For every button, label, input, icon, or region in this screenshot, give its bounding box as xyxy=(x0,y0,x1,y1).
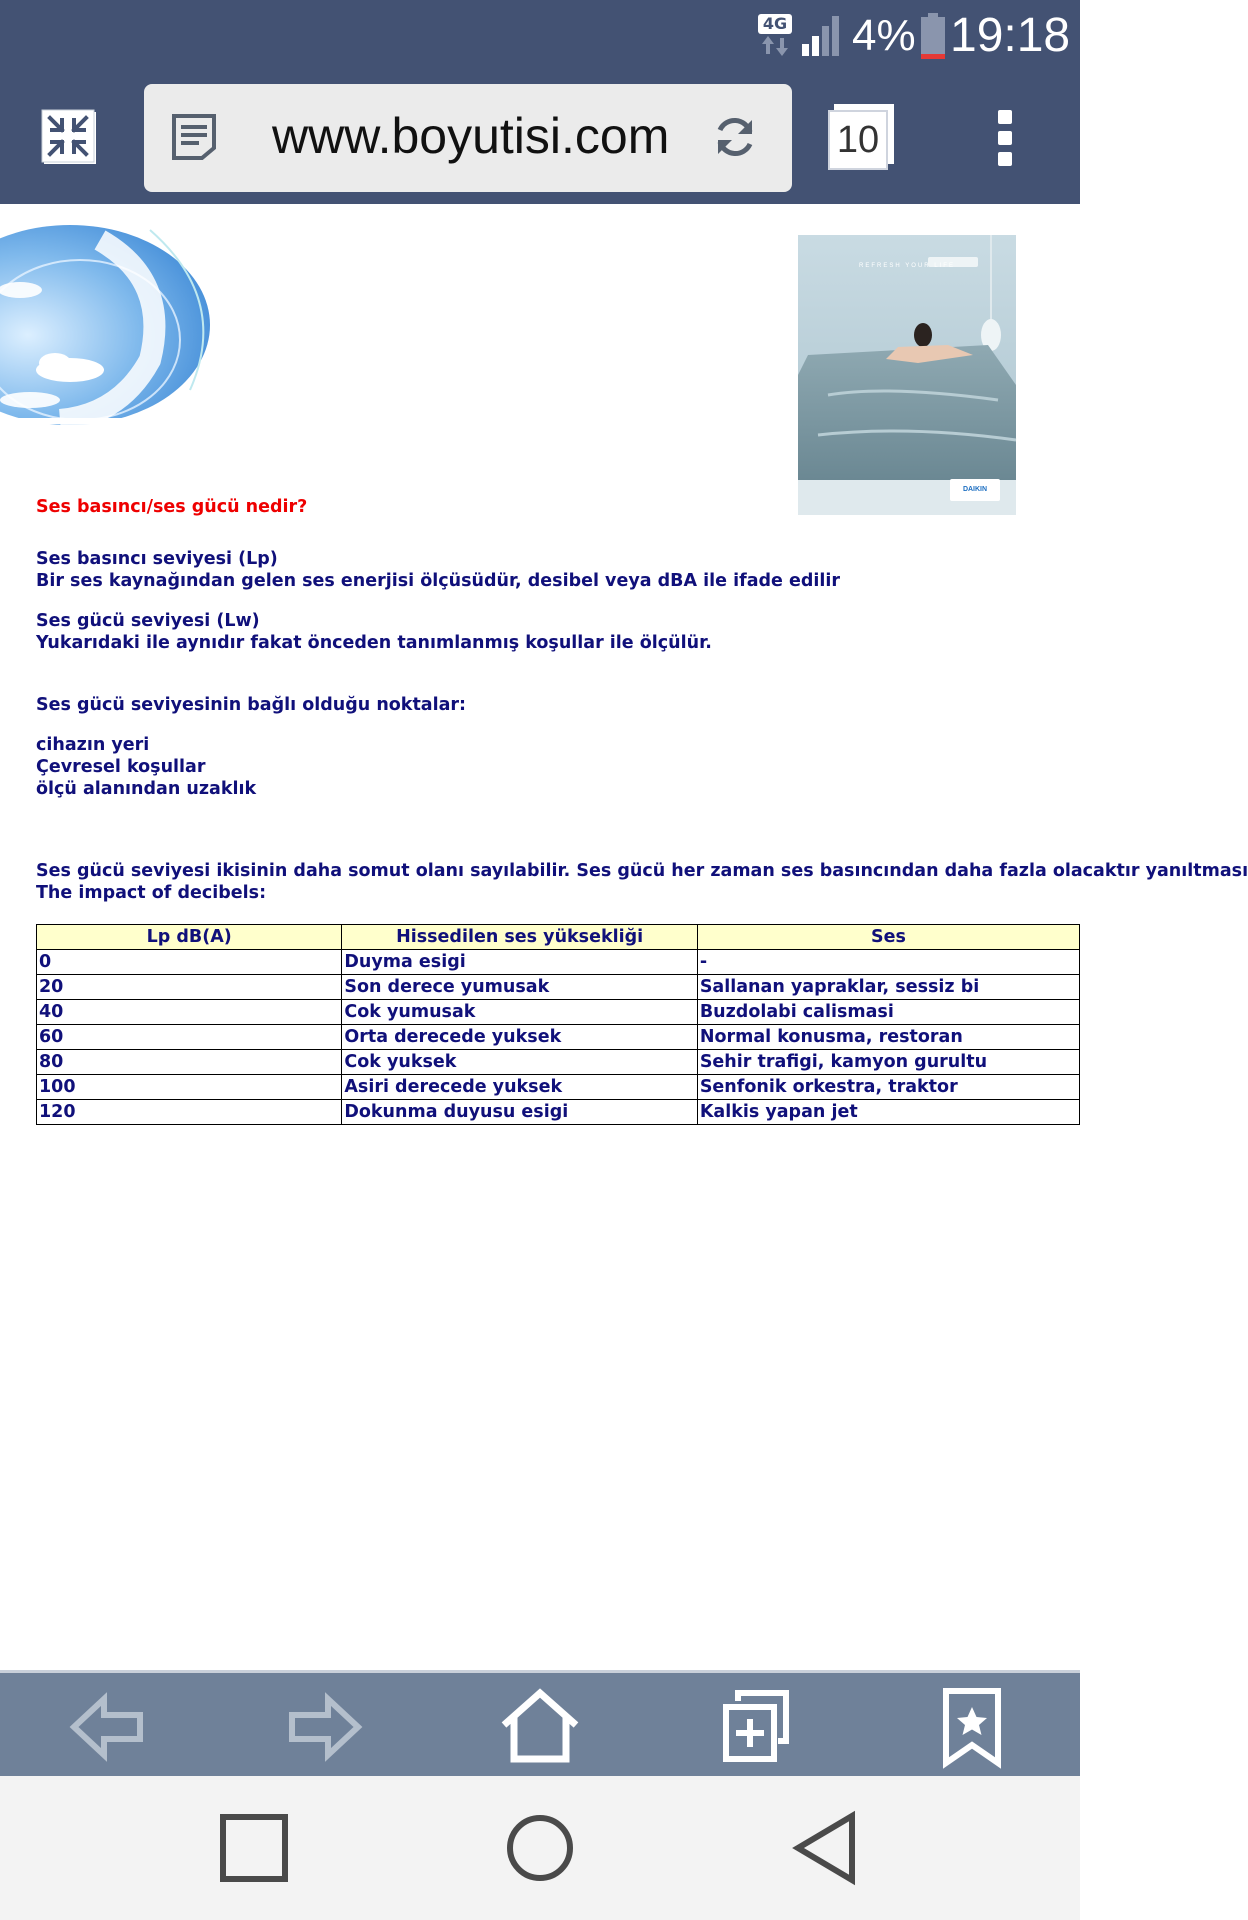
url-text[interactable]: www.boyutisi.com xyxy=(272,108,670,164)
decibel-table xyxy=(36,924,1080,1125)
summary-text: Ses gücü seviyesi ikisinin daha somut olanı sayılabilir. Ses gücü her zaman ses basıncından daha fazla olacaktır yanıltması xyxy=(36,861,1248,881)
table-cell: 80 xyxy=(37,1050,342,1075)
new-tab-icon[interactable] xyxy=(716,1687,796,1767)
table-cell: Sehir trafigi, kamyon gurultu xyxy=(697,1050,1079,1075)
recent-apps-icon[interactable] xyxy=(218,1812,290,1884)
reload-icon[interactable] xyxy=(712,114,758,160)
address-bar[interactable] xyxy=(144,84,792,192)
table-cell: Kalkis yapan jet xyxy=(697,1100,1079,1125)
home-circle-icon[interactable] xyxy=(504,1812,576,1884)
table-cell: Sallanan yapraklar, sessiz bi xyxy=(697,975,1079,1000)
table-row xyxy=(37,1000,1080,1025)
ad-image xyxy=(798,235,1016,515)
table-row xyxy=(37,975,1080,1000)
depends-item: Çevresel koşullar xyxy=(36,757,206,777)
forward-arrow-icon[interactable] xyxy=(284,1687,364,1767)
lp-description: Bir ses kaynağından gelen ses enerjisi ölçüsüdür, desibel veya dBA ile ifade edilir xyxy=(36,571,841,591)
table-cell: 60 xyxy=(37,1025,342,1050)
column-header: Ses xyxy=(697,925,1079,950)
signal-strength-icon xyxy=(800,14,846,58)
table-cell: Duyma esigi xyxy=(342,950,697,975)
lw-title: Ses gücü seviyesi (Lw) xyxy=(36,611,260,631)
network-indicator xyxy=(758,14,792,56)
table-cell: Orta derecede yuksek xyxy=(342,1025,697,1050)
ad-tagline: REFRESH YOUR LIFE xyxy=(859,263,955,269)
table-cell: 120 xyxy=(37,1100,342,1125)
table-cell: Dokunma duyusu esigi xyxy=(342,1100,697,1125)
table-row xyxy=(37,1025,1080,1050)
table-row xyxy=(37,1050,1080,1075)
table-cell: Normal konusma, restoran xyxy=(697,1025,1079,1050)
table-cell: Cok yuksek xyxy=(342,1050,697,1075)
table-cell: Buzdolabi calismasi xyxy=(697,1000,1079,1025)
battery-icon xyxy=(920,13,946,59)
table-row xyxy=(37,1075,1080,1100)
site-logo[interactable] xyxy=(0,220,220,424)
table-cell: Cok yumusak xyxy=(342,1000,697,1025)
back-triangle-icon[interactable] xyxy=(790,1812,862,1884)
article-heading: Ses basıncı/ses gücü nedir? xyxy=(36,497,308,517)
depends-item: ölçü alanından uzaklık xyxy=(36,779,257,799)
clock: 19:18 xyxy=(950,9,1071,62)
back-arrow-icon[interactable] xyxy=(68,1687,148,1767)
table-cell: - xyxy=(697,950,1079,975)
table-row xyxy=(37,950,1080,975)
ad-brand-logo: DAIKIN xyxy=(950,479,1000,501)
table-cell: 0 xyxy=(37,950,342,975)
tab-count: 10 xyxy=(828,110,888,170)
overflow-menu-icon[interactable] xyxy=(992,106,1022,170)
column-header: Hissedilen ses yüksekliği xyxy=(342,925,697,950)
system-navigation-bar xyxy=(0,1776,1080,1920)
impact-title: The impact of decibels: xyxy=(36,883,267,903)
table-header-row xyxy=(37,925,1080,950)
column-header: Lp dB(A) xyxy=(37,925,342,950)
table-cell: Son derece yumusak xyxy=(342,975,697,1000)
exit-fullscreen-icon[interactable] xyxy=(38,106,102,170)
lp-title: Ses basıncı seviyesi (Lp) xyxy=(36,549,278,569)
reader-mode-icon[interactable] xyxy=(172,114,216,160)
network-type-label: 4G xyxy=(758,14,792,34)
table-row xyxy=(37,1100,1080,1125)
tab-switcher-button[interactable] xyxy=(828,104,894,170)
status-bar xyxy=(0,0,1080,72)
table-cell: 100 xyxy=(37,1075,342,1100)
browser-toolbar xyxy=(0,72,1080,204)
battery-percent: 4% xyxy=(852,11,916,60)
browser-bottom-bar xyxy=(0,1670,1080,1776)
depends-item: cihazın yeri xyxy=(36,735,150,755)
bookmarks-icon[interactable] xyxy=(932,1687,1012,1767)
data-arrows-icon xyxy=(760,36,790,56)
table-cell: 20 xyxy=(37,975,342,1000)
table-cell: Senfonik orkestra, traktor xyxy=(697,1075,1079,1100)
advertisement-banner[interactable] xyxy=(798,235,1016,515)
table-cell: Asiri derecede yuksek xyxy=(342,1075,697,1100)
web-page xyxy=(0,204,1248,1670)
home-icon[interactable] xyxy=(500,1687,580,1767)
depends-title: Ses gücü seviyesinin bağlı olduğu noktalar: xyxy=(36,695,467,715)
lw-description: Yukarıdaki ile aynıdır fakat önceden tanımlanmış koşullar ile ölçülür. xyxy=(36,633,712,653)
table-cell: 40 xyxy=(37,1000,342,1025)
